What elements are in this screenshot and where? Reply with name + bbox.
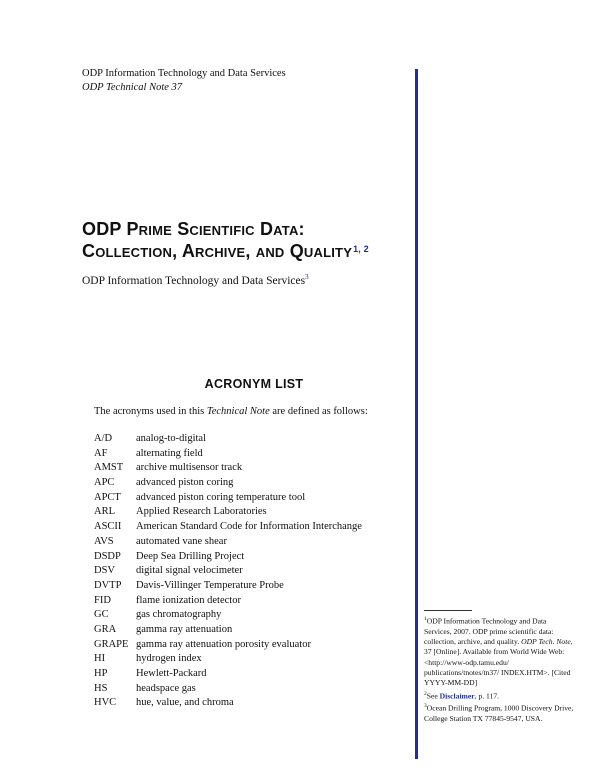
page-title <box>82 218 412 262</box>
section-intro <box>94 406 368 417</box>
section-heading: ACRONYM LIST <box>204 377 304 391</box>
acronym-definition: Deep Sea Drilling Project <box>136 550 245 562</box>
acronym-definition: advanced piston coring temperature tool <box>136 491 306 503</box>
acronym-definition: archive multisensor track <box>136 462 243 474</box>
acronym-row <box>94 535 362 550</box>
title-line-2-text: Collection, Archive, and Quality <box>82 241 353 261</box>
acronym-definition: alternating field <box>136 447 203 459</box>
acronym-definition: digital signal velocimeter <box>136 565 243 577</box>
author-name: ODP Information Technology and Data Services <box>82 274 306 287</box>
acronym-definition: gamma ray attenuation porosity evaluator <box>136 638 311 650</box>
acronym-abbr: GC <box>94 609 109 621</box>
intro-text-post: are defined as follows: <box>269 406 368 417</box>
footnote-3-text: Ocean Drilling Program, 1000 Discovery Drive, College Station TX 77845-9547, USA. <box>424 703 574 724</box>
acronym-definition: hydrogen index <box>136 653 202 665</box>
acronym-row <box>94 638 362 653</box>
acronym-abbr: AF <box>94 447 108 459</box>
acronym-definition: analog-to-digital <box>136 433 206 444</box>
acronym-abbr: DVTP <box>94 579 122 591</box>
acronym-row <box>94 505 362 520</box>
acronym-row <box>94 594 362 609</box>
acronym-row <box>94 550 362 565</box>
footnote-1-text-a: ODP Information Technology and Data Services, 2007. ODP prime scientific data: collection, archive, and quality. <box>424 616 554 647</box>
acronym-list <box>94 432 362 711</box>
title-line-1: ODP Prime Scientific Data: <box>82 219 305 239</box>
acronym-abbr: GRAPE <box>94 638 129 650</box>
footnote-1-text-b: 37 [Online]. Available from World Wide Web: <http://www-odp.tamu.edu/ publications/tnotes/tn37/ INDEX.HTM>. [Cited YYYY-MM-DD] <box>424 647 571 688</box>
acronym-row <box>94 447 362 462</box>
title-line-2 <box>82 240 412 262</box>
acronym-abbr: DSDP <box>94 550 121 562</box>
acronym-definition: Applied Research Laboratories <box>136 506 267 518</box>
header-org: ODP Information Technology and Data Services <box>82 68 286 79</box>
acronym-abbr: A/D <box>94 433 113 444</box>
acronym-definition: Hewlett-Packard <box>136 668 207 679</box>
footnotes <box>424 614 574 725</box>
acronym-abbr: AVS <box>94 535 114 547</box>
acronym-abbr: FID <box>94 594 111 606</box>
acronym-row <box>94 608 362 623</box>
acronym-definition: Davis-Villinger Temperature Probe <box>136 579 284 591</box>
acronym-definition: hue, value, and chroma <box>136 697 234 709</box>
margin-rule <box>415 69 418 759</box>
acronym-definition: headspace gas <box>136 682 196 694</box>
disclaimer-link[interactable]: Disclaimer <box>439 691 475 701</box>
acronym-definition: American Standard Code for Information Interchange <box>136 521 362 533</box>
acronym-abbr: HI <box>94 653 106 665</box>
acronym-abbr: HP <box>94 668 108 679</box>
acronym-definition: advanced piston coring <box>136 477 234 489</box>
acronym-row <box>94 491 362 506</box>
acronym-abbr: AMST <box>94 462 124 474</box>
acronym-definition: gamma ray attenuation <box>136 623 233 635</box>
intro-text-pre: The acronyms used in this <box>94 406 207 417</box>
acronym-row <box>94 520 362 535</box>
acronym-abbr: APC <box>94 477 115 489</box>
footnote-2 <box>424 689 574 702</box>
acronym-row <box>94 579 362 594</box>
acronym-abbr: ARL <box>94 506 115 518</box>
acronym-row <box>94 564 362 579</box>
acronym-abbr: DSV <box>94 565 116 577</box>
acronym-definition: flame ionization detector <box>136 594 241 606</box>
footnote-3-mark: 3 <box>424 703 427 710</box>
acronym-row <box>94 682 362 697</box>
title-footnote-marks[interactable]: 1, 2 <box>353 244 369 254</box>
acronym-row <box>94 432 362 447</box>
author-footnote-mark[interactable]: 3 <box>305 273 309 281</box>
footnote-1 <box>424 614 574 689</box>
acronym-row <box>94 667 362 682</box>
acronym-row <box>94 696 362 711</box>
acronym-row <box>94 623 362 638</box>
acronym-definition: automated vane shear <box>136 535 227 547</box>
acronym-abbr: HS <box>94 682 108 694</box>
acronym-definition: gas chromatography <box>136 609 222 621</box>
footnote-2-post: , p. 117. <box>474 691 500 701</box>
footnote-2-mark: 2 <box>424 690 427 697</box>
acronym-abbr: ASCII <box>94 521 122 533</box>
running-header <box>82 67 286 95</box>
acronym-row <box>94 476 362 491</box>
intro-text-italic: Technical Note <box>206 406 270 417</box>
header-series: ODP Technical Note 37 <box>82 82 183 93</box>
author-line <box>82 273 309 287</box>
acronym-abbr: GRA <box>94 623 117 635</box>
footnote-rule <box>424 610 472 611</box>
acronym-abbr: APCT <box>94 491 121 503</box>
footnote-1-italic: ODP Tech. Note, <box>521 637 573 647</box>
footnote-2-pre: See <box>426 691 440 701</box>
acronym-row <box>94 461 362 476</box>
footnote-1-mark: 1 <box>424 616 427 622</box>
footnote-3 <box>424 701 574 724</box>
acronym-row <box>94 652 362 667</box>
acronym-abbr: HVC <box>94 697 117 709</box>
